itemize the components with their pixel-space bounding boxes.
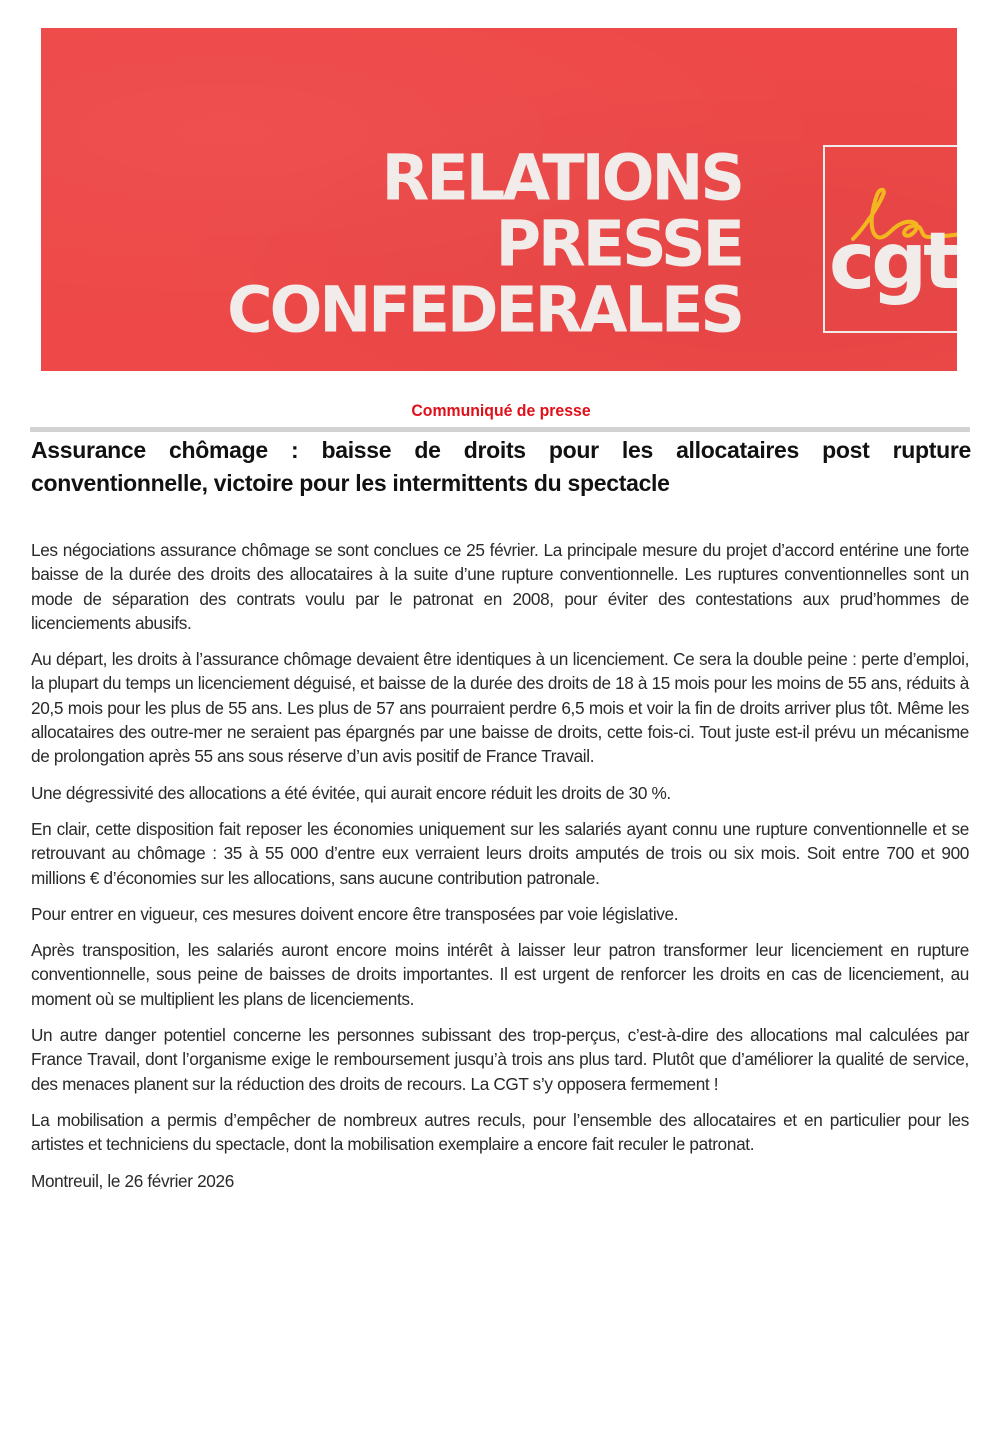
banner-title-line: PRESSE — [495, 206, 742, 281]
paragraph: Une dégressivité des allocations a été évitée, qui aurait encore réduit les droits de 30 %. — [31, 782, 671, 803]
cgt-logo — [823, 145, 957, 333]
paragraph: La mobilisation a permis d’empêcher de nombreux autres reculs, pour l’ensemble des allocataires et en particulier pour les artistes et techniciens du spectacle, dont la mobilisation exemplaire a encore fait reculer le patronat. — [31, 1109, 969, 1155]
paragraph: Au départ, les droits à l’assurance chômage devaient être identiques à un licenciement. Ce sera la double peine : perte d’emploi, la plupart du temps un licenciement déguisé, et baisse de la durée des droits de 18 à 15 mois pour les moins de 55 ans, réduits à 20,5 mois pour les plus de 55 ans. Les plus de 57 ans pourraient perdre 6,5 mois et voir la fin de droits arriver plus tôt. Même les allocataires des outre-mer ne seraient pas épargnés par une baisse de droits, cette fois-ci. Tout juste est-il prévu un mécanisme de prolongation après 55 ans sous réserve d’un avis positif de France Travail. — [31, 649, 969, 767]
paragraph: Un autre danger potentiel concerne les personnes subissant des trop-perçus, c’est-à-dire des allocations mal calculées par France Travail, dont l’organisme exige le remboursement jusqu’à trois ans plus tard. Plutôt que d’améliorer la qualité de service, des menaces planent sur la réduction des droits de recours. La CGT s’y opposera fermement ! — [31, 1025, 969, 1094]
banner-title-line: CONFEDERALES — [227, 272, 742, 347]
paragraph: Après transposition, les salariés auront encore moins intérêt à laisser leur patron transformer leur licenciement en rupture conventionnelle, sous peine de baisses de droits importantes. Il est urgent de renforcer les droits en cas de licenciement, au moment où se multiplient les plans de licenciements. — [31, 940, 969, 1009]
banner-title — [227, 140, 742, 347]
cgt-logo-text: cgt — [829, 217, 957, 307]
article-body — [31, 538, 969, 1205]
paragraph: En clair, cette disposition fait reposer les économies uniquement sur les salariés ayant connu une rupture conventionnelle et se retrouvant au chômage : 35 à 55 000 d’entre eux verraient leurs droits amputés de trois ou six mois. Soit entre 700 et 900 millions € d’économies sur les allocations, sans aucune contribution patronale. — [31, 818, 969, 888]
banner-title-line: RELATIONS — [381, 140, 742, 215]
headline: Assurance chômage : baisse de droits pour les allocataires post rupture conventionnelle, victoire pour les intermittents du spectacle — [31, 437, 971, 496]
press-release-label: Communiqué de presse — [411, 401, 591, 420]
paragraph: Les négociations assurance chômage se sont conclues ce 25 février. La principale mesure du projet d’accord entérine une forte baisse de la durée des droits des allocataires à la suite d’une rupture conventionnelle. Les ruptures conventionnelles sont un mode de séparation des contrats voulu par le patronat en 2008, pour éviter des contestations aux prud’hommes de licenciements abusifs. — [31, 540, 969, 633]
press-relations-banner — [41, 28, 957, 371]
signature-place-date: Montreuil, le 26 février 2026 — [31, 1170, 234, 1191]
separator-bar — [30, 427, 970, 432]
paragraph: Pour entrer en vigueur, ces mesures doivent encore être transposées par voie législative. — [31, 903, 679, 924]
